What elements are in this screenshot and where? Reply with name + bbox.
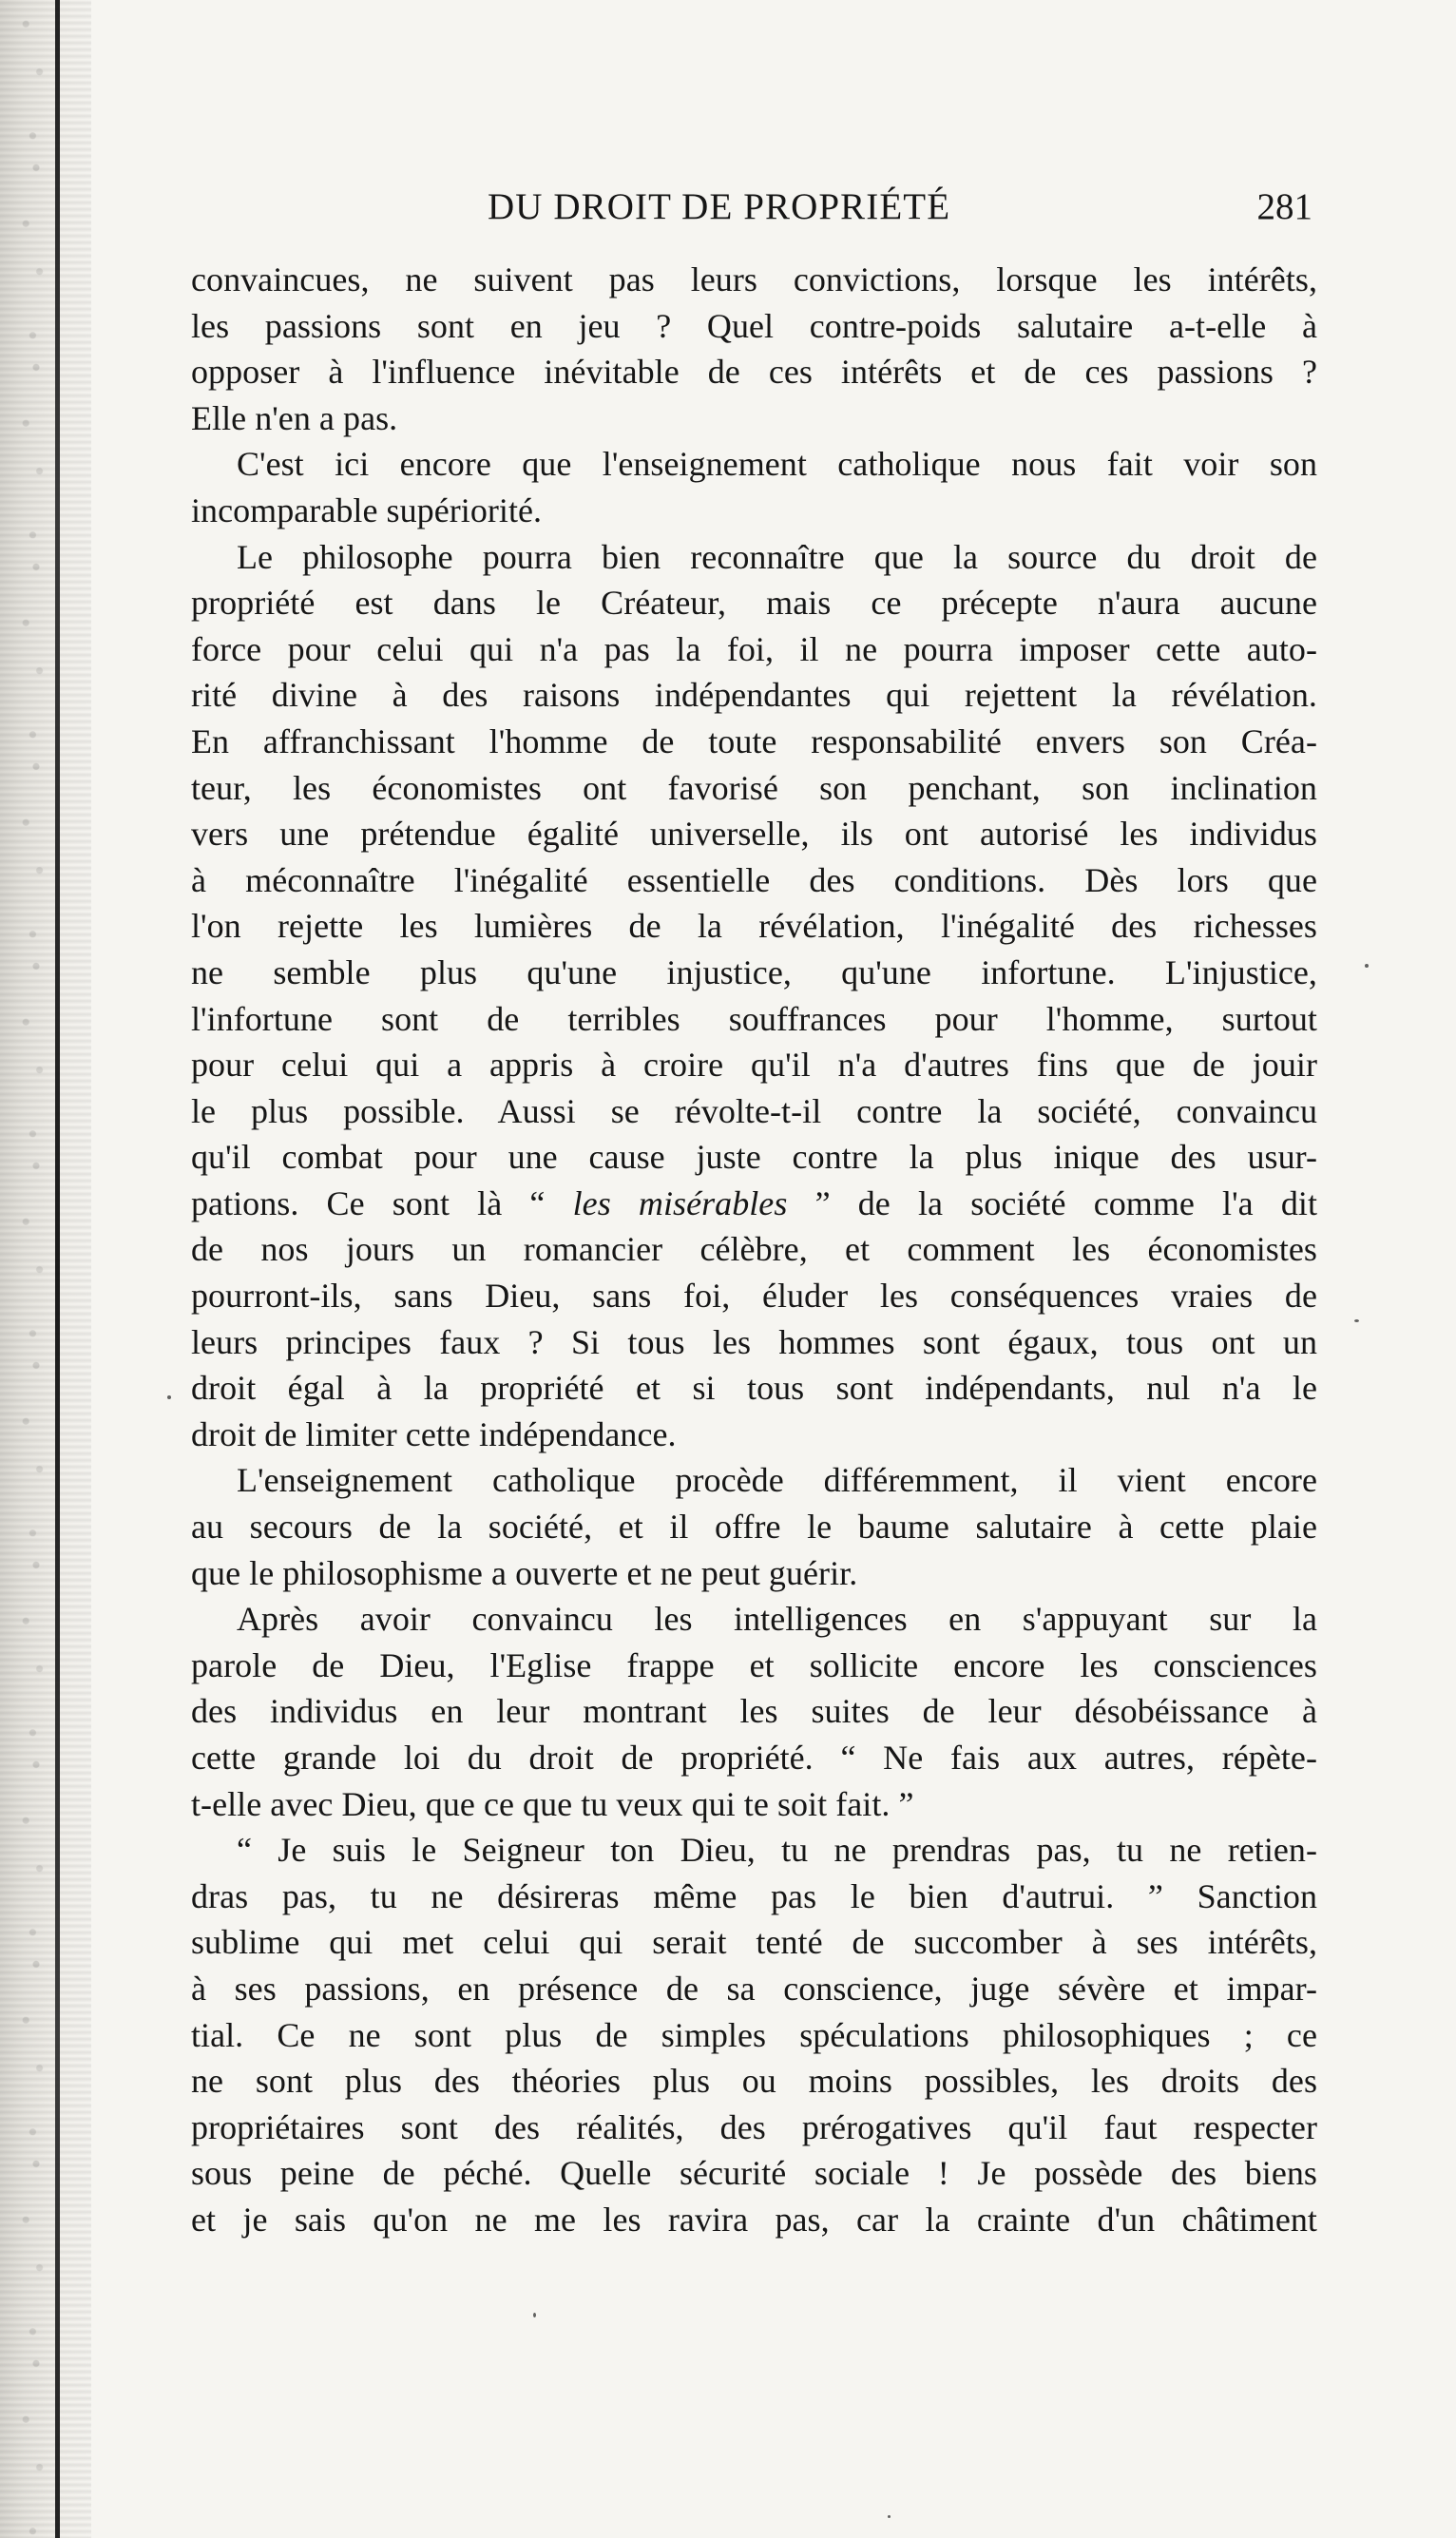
page-binding-texture — [19, 0, 53, 2538]
text-line: le plus possible. Aussi se révolte-t-il contre la société, convaincu — [191, 1091, 1317, 1130]
text-line: t-elle avec Dieu, que ce que tu veux qui te soit fait. ” — [191, 1784, 914, 1823]
text-line: opposer à l'influence inévitable de ces intérêts et de ces passions ? — [191, 353, 1317, 392]
text-line — [191, 1181, 1317, 1227]
text-segment: pations. Ce sont là “ — [191, 1183, 573, 1222]
text-line: leurs principes faux ? Si tous les hommes sont égaux, tous ont un — [191, 1322, 1317, 1361]
text-line: parole de Dieu, l'Eglise frappe et sollicite encore les consciences — [191, 1645, 1317, 1684]
text-line: au secours de la société, et il offre le baume salutaire à cette plaie — [191, 1508, 1317, 1547]
text-line: à ses passions, en présence de sa conscience, juge sévère et impar- — [191, 1969, 1317, 2008]
running-header — [191, 185, 1312, 229]
text-segment: ” de la société comme l'a dit — [787, 1183, 1317, 1222]
text-line: incomparable supériorité. — [191, 490, 543, 529]
text-line: et je sais qu'on ne me les ravira pas, car la crainte d'un châtiment — [191, 2200, 1317, 2239]
running-title: DU DROIT DE PROPRIÉTÉ — [488, 186, 951, 227]
text-line: l'on rejette les lumières de la révélation, l'inégalité des richesses — [191, 907, 1317, 946]
text-line: de nos jours un romancier célèbre, et comment les économistes — [191, 1230, 1317, 1269]
text-line: “ Je suis le Seigneur ton Dieu, tu ne prendras pas, tu ne retien- — [237, 1831, 1317, 1870]
text-line: ne semble plus qu'une injustice, qu'une infortune. L'injustice, — [191, 952, 1317, 991]
text-line: force pour celui qui n'a pas la foi, il ne pourra imposer cette auto- — [191, 629, 1317, 668]
paper-speck — [1365, 964, 1369, 968]
text-line: propriétaires sont des réalités, des prérogatives qu'il faut respecter — [191, 2107, 1317, 2146]
text-line: L'enseignement catholique procède différemment, il vient encore — [237, 1461, 1317, 1500]
text-line: convaincues, ne suivent pas leurs convictions, lorsque les intérêts, — [191, 260, 1317, 298]
text-line: à méconnaître l'inégalité essentielle des conditions. Dès lors que — [191, 860, 1317, 899]
page-binding-line — [55, 0, 60, 2538]
text-line: C'est ici encore que l'enseignement catholique nous fait voir son — [237, 445, 1317, 484]
text-line: l'infortune sont de terribles souffrances pour l'homme, surtout — [191, 999, 1317, 1038]
paper-speck — [533, 2313, 536, 2317]
text-line: pour celui qui a appris à croire qu'il n'a d'autres fins que de jouir — [191, 1046, 1317, 1085]
text-line: sublime qui met celui qui serait tenté de succomber à ses intérêts, — [191, 1923, 1317, 1962]
text-line: ne sont plus des théories plus ou moins possibles, les droits des — [191, 2062, 1317, 2101]
text-line: qu'il combat pour une cause juste contre la plus inique des usur- — [191, 1138, 1317, 1177]
text-line: propriété est dans le Créateur, mais ce précepte n'aura aucune — [191, 584, 1317, 623]
text-line: Après avoir convaincu les intelligences en s'appuyant sur la — [237, 1600, 1317, 1639]
text-line: teur, les économistes ont favorisé son penchant, son inclination — [191, 768, 1317, 807]
text-line: Le philosophe pourra bien reconnaître que la source du droit de — [237, 537, 1317, 576]
text-line: sous peine de péché. Quelle sécurité sociale ! Je possède des biens — [191, 2154, 1317, 2193]
text-line: dras pas, tu ne désireras même pas le bien d'autrui. ” Sanction — [191, 1876, 1317, 1915]
text-line: En affranchissant l'homme de toute responsabilité envers son Créa- — [191, 721, 1317, 760]
text-line: tial. Ce ne sont plus de simples spéculations philosophiques ; ce — [191, 2015, 1317, 2054]
text-line: que le philosophisme a ouverte et ne peut guérir. — [191, 1553, 858, 1592]
text-line: Elle n'en a pas. — [191, 398, 398, 437]
text-line: pourront-ils, sans Dieu, sans foi, éluder les conséquences vraies de — [191, 1277, 1317, 1316]
italic-title: les misérables — [572, 1183, 788, 1222]
paper-speck — [888, 2515, 891, 2518]
paper-speck — [1354, 1319, 1359, 1322]
text-line: des individus en leur montrant les suites de leur désobéissance à — [191, 1692, 1317, 1731]
text-line: droit de limiter cette indépendance. — [191, 1414, 677, 1453]
text-line: droit égal à la propriété et si tous sont indépendants, nul n'a le — [191, 1369, 1317, 1408]
body-text — [191, 257, 1317, 2243]
paper-speck — [167, 1395, 171, 1399]
text-line: rité divine à des raisons indépendantes qui rejettent la révélation. — [191, 676, 1317, 715]
text-line: cette grande loi du droit de propriété. “ Ne fais aux autres, répète- — [191, 1739, 1317, 1777]
page-number: 281 — [1256, 186, 1312, 227]
text-line: vers une prétendue égalité universelle, ils ont autorisé les individus — [191, 815, 1317, 854]
text-line: les passions sont en jeu ? Quel contre-poids salutaire a-t-elle à — [191, 306, 1317, 345]
